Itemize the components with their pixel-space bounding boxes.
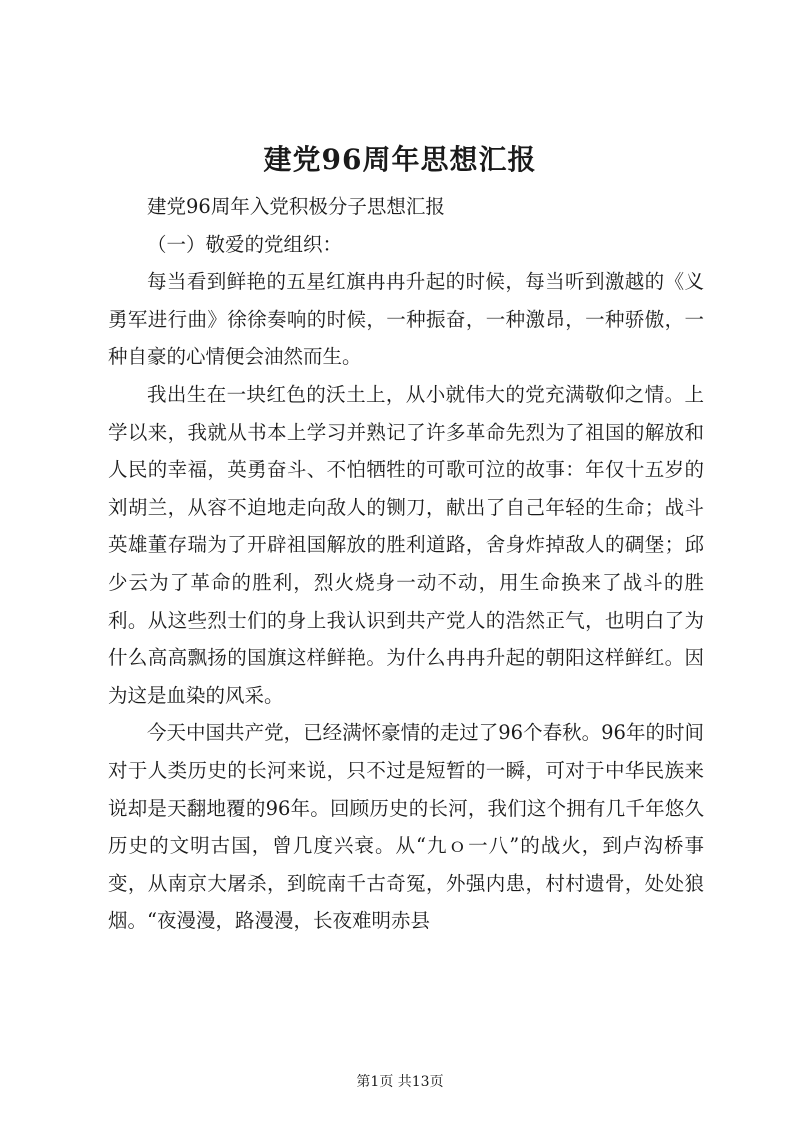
salutation-line: （一）敬爱的党组织： <box>147 232 343 256</box>
page-number-footer: 第1页 共13页 <box>356 1074 444 1090</box>
document-body <box>108 188 704 940</box>
document-title: 建党96周年思想汇报 <box>263 143 537 176</box>
paragraph-3: 今天中国共产党，已经满怀豪情的走过了96个春秋。96年的时间对于人类历史的长河来说，只不过是短暂的一瞬，可对于中华民族来说却是天翻地覆的96年。回顾历史的长河，我们这个拥有几千年悠久历史的文明古国，曾几度兴衰。从“九ｏ一八”的战火，到卢沟桥事变，从南京大屠杀，到皖南千古奇冤，外强内患，村村遗骨，处处狼烟。“夜漫漫，路漫漫，长夜难明赤县 <box>108 721 704 933</box>
paragraph-1: 每当看到鲜艳的五星红旗冉冉升起的时候，每当听到激越的《义勇军进行曲》徐徐奏响的时候，一种振奋，一种激昂，一种骄傲，一种自豪的心情便会油然而生。 <box>108 270 704 369</box>
subtitle-line: 建党96周年入党积极分子思想汇报 <box>147 195 445 218</box>
paragraph-2: 我出生在一块红色的沃土上，从小就伟大的党充满敬仰之情。上学以来，我就从书本上学习并熟记了许多革命先烈为了祖国的解放和人民的幸福，英勇奋斗、不怕牺牲的可歌可泣的故事：年仅十五岁的刘胡兰，从容不迫地走向敌人的铡刀，献出了自己年轻的生命；战斗英雄董存瑞为了开辟祖国解放的胜利道路，舍身炸掉敌人的碉堡；邱少云为了革命的胜利，烈火烧身一动不动，用生命换来了战斗的胜利。从这些烈士们的身上我认识到共产党人的浩然正气，也明白了为什么高高飘扬的国旗这样鲜艳。为什么冉冉升起的朝阳这样鲜红。因为这是血染的风采。 <box>108 382 704 707</box>
